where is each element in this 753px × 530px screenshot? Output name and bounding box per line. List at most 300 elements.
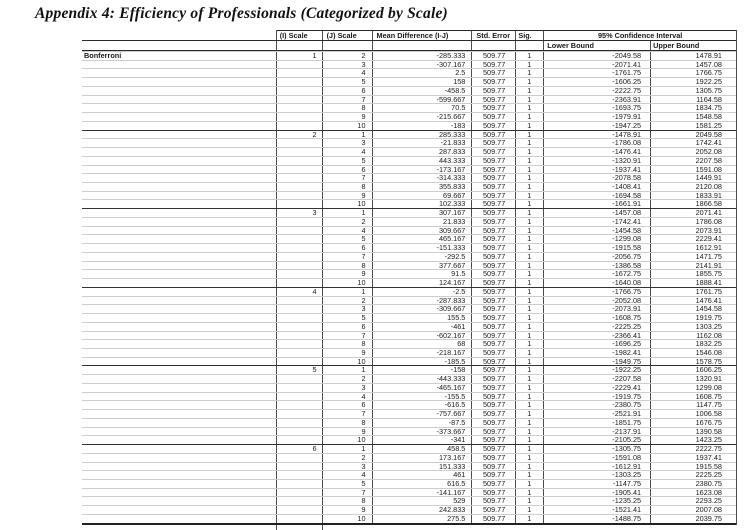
cell-method-label: Bonferroni [82,52,277,60]
cell-i-scale [277,192,323,200]
cell-std-error: 509.77 [472,262,516,270]
cell-j-scale: 3 [323,305,373,313]
cell-mean-difference: -461 [373,323,473,331]
table-row [82,435,736,444]
cell-upper-bound: 1476.41 [695,296,722,305]
cell-method-label [82,218,277,226]
cell-std-error: 509.77 [472,454,516,462]
cell-std-error: 509.77 [472,209,516,217]
cell-j-scale: 6 [323,323,373,331]
cell-upper-bound: 2229.41 [695,235,722,244]
cell-upper-bound: 1888.41 [695,279,722,287]
table-row [82,261,736,270]
cell-j-scale: 1 [323,366,373,374]
cell-j-scale: 1 [323,131,373,139]
cell-mean-difference: -183 [373,122,473,130]
table-row [82,217,736,226]
cell-mean-difference: 68 [373,340,473,348]
header-spacer-label [82,41,277,50]
table-header [82,30,736,51]
cell-i-scale [277,244,323,252]
table-row [82,462,736,471]
cell-j-scale: 6 [323,401,373,409]
cell-i-scale [277,305,323,313]
cell-method-label [82,192,277,200]
cell-mean-difference: 355.833 [373,183,473,191]
table-row [82,86,736,95]
table-row [82,313,736,322]
cell-lower-bound: -2071.41 [544,61,651,69]
cell-mean-difference: 124.167 [373,279,473,287]
cell-sig: 1 [516,270,544,278]
table-row [82,208,736,217]
cell-lower-bound: -1694.58 [544,192,651,200]
cell-i-scale [277,270,323,278]
header-row-top [82,30,736,41]
cell-j-scale: 9 [323,428,373,436]
cell-sig: 1 [516,384,544,392]
cell-method-label [82,148,277,156]
cell-mean-difference: 69.667 [373,192,473,200]
cell-upper-bound: 2049.58 [695,130,722,139]
cell-lower-bound: -1949.75 [544,358,651,366]
table-row [82,427,736,436]
cell-lower-bound: -1786.08 [544,139,651,147]
cell-mean-difference: -287.833 [373,297,473,305]
cell-mean-difference: -215.667 [373,113,473,121]
cell-lower-bound: -2207.58 [544,375,651,383]
cell-mean-difference: 443.333 [373,157,473,165]
cell-std-error: 509.77 [472,270,516,278]
cell-j-scale: 6 [323,244,373,252]
cell-upper-bound: 1303.25 [695,322,722,331]
cell-sig: 1 [516,297,544,305]
table-row [82,304,736,313]
cell-std-error: 509.77 [472,428,516,436]
cell-lower-bound: -1488.75 [544,515,651,523]
header-j-scale: (J) Scale [323,30,373,40]
cell-mean-difference: 173.167 [373,454,473,462]
table-row [82,234,736,243]
cell-upper-bound: 1919.75 [695,314,722,322]
cell-method-label [82,183,277,191]
cell-j-scale: 10 [323,200,373,208]
cell-lower-bound: -1608.75 [544,314,651,322]
cell-method-label [82,305,277,313]
cell-lower-bound: -1982.41 [544,349,651,357]
cell-upper-bound: 1164.58 [696,95,722,104]
cell-std-error: 509.77 [472,471,516,479]
cell-lower-bound: -1922.25 [544,366,651,374]
cell-j-scale: 10 [323,358,373,366]
table-row [82,68,736,77]
cell-j-scale: 9 [323,113,373,121]
cell-upper-bound: 1623.08 [695,488,722,497]
cell-mean-difference: 155.5 [373,314,473,322]
cell-i-scale [277,515,323,523]
cell-upper-bound: 2141.91 [695,261,722,270]
table-row [82,156,736,165]
cell-upper-bound: 1454.58 [695,305,722,314]
cell-std-error: 509.77 [472,480,516,488]
cell-i-scale [277,497,323,505]
header-confidence-interval: 95% Confidence Interval [544,30,736,40]
cell-j-scale: 2 [323,218,373,226]
cell-mean-difference: -458.5 [373,87,473,95]
cell-upper-bound: 2052.08 [695,148,722,156]
cell-upper-bound: 2222.75 [695,445,722,453]
cell-std-error: 509.77 [472,506,516,514]
table-row [82,77,736,86]
table-row [82,365,736,374]
cell-method-label [82,113,277,121]
cell-sig: 1 [516,515,544,523]
cell-method-label [82,297,277,305]
cell-mean-difference: 529 [373,497,473,505]
cell-mean-difference: -185.5 [373,358,473,366]
cell-std-error: 509.77 [472,279,516,287]
cell-std-error: 509.77 [472,305,516,313]
cell-std-error: 509.77 [472,78,516,86]
cell-sig: 1 [516,166,544,174]
cell-method-label [82,401,277,409]
cell-method-label [82,279,277,287]
cell-lower-bound: -1672.75 [544,270,651,278]
cell-lower-bound: -2105.25 [544,436,651,444]
cell-std-error: 509.77 [472,174,516,182]
cell-mean-difference: 616.5 [373,480,473,488]
cell-sig: 1 [516,227,544,235]
table-row [82,418,736,427]
cell-j-scale: 9 [323,192,373,200]
cell-i-scale [277,454,323,462]
cell-mean-difference: 307.167 [373,209,473,217]
cell-i-scale [277,87,323,95]
cell-sig: 1 [516,410,544,418]
cell-mean-difference: 465.167 [373,235,473,243]
cell-mean-difference: 151.333 [373,463,473,471]
cell-sig: 1 [516,323,544,331]
cell-mean-difference: 242.833 [373,506,473,514]
cell-method-label [82,375,277,383]
cell-i-scale [277,436,323,444]
cell-std-error: 509.77 [472,314,516,322]
cell-method-label [82,270,277,278]
header-sig: Sig. [516,30,544,40]
table-row [82,138,736,147]
cell-sig: 1 [516,305,544,313]
cell-lower-bound: -2225.25 [544,323,651,331]
appendix-title: Appendix 4: Efficiency of Professionals (Categorized by Scale) [35,5,448,22]
cell-sig: 1 [516,78,544,86]
cell-i-scale [277,401,323,409]
cell-j-scale: 7 [323,332,373,340]
cell-mean-difference: 70.5 [373,104,473,112]
cell-sig: 1 [516,52,544,60]
header-mean-difference: Mean Difference (I-J) [373,30,473,40]
cell-std-error: 509.77 [472,410,516,418]
cell-lower-bound: -1478.91 [544,131,651,139]
table-row [82,348,736,357]
cell-i-scale [277,218,323,226]
cell-sig: 1 [516,139,544,147]
cell-std-error: 509.77 [472,166,516,174]
cell-j-scale: 2 [323,52,373,60]
cell-j-scale: 3 [323,61,373,69]
cell-lower-bound: -2049.58 [544,52,651,60]
cell-j-scale: 10 [323,279,373,287]
cell-i-scale [277,157,323,165]
table-row [82,112,736,121]
cell-mean-difference: -292.5 [373,253,473,261]
cell-lower-bound: -1947.25 [544,122,651,130]
header-method-spacer [82,30,277,40]
cell-upper-bound: 1006.58 [695,410,722,418]
cell-method-label [82,489,277,497]
cell-std-error: 509.77 [472,497,516,505]
cell-sig: 1 [516,288,544,296]
cell-lower-bound: -1305.75 [544,445,651,453]
cell-std-error: 509.77 [472,61,516,69]
cell-mean-difference: -757.667 [373,410,473,418]
cell-upper-bound: 1608.75 [695,392,722,401]
table-row [82,357,736,366]
cell-method-label [82,235,277,243]
cell-sig: 1 [516,209,544,217]
cell-j-scale: 10 [323,122,373,130]
cell-upper-bound: 1305.75 [695,86,722,95]
cell-method-label [82,428,277,436]
cell-j-scale: 1 [323,288,373,296]
cell-upper-bound: 1676.75 [695,418,722,427]
cell-j-scale: 4 [323,471,373,479]
cell-upper-bound: 2293.25 [695,497,722,506]
cell-sig: 1 [516,497,544,505]
cell-std-error: 509.77 [472,183,516,191]
cell-j-scale: 5 [323,314,373,322]
cell-j-scale: 5 [323,235,373,243]
table-row [82,287,736,296]
cell-i-scale [277,506,323,514]
cell-std-error: 509.77 [472,87,516,95]
cell-lower-bound: -1742.41 [544,218,651,226]
cell-mean-difference: -309.667 [373,305,473,313]
cell-lower-bound: -1905.41 [544,489,651,497]
table-row [82,409,736,418]
table-row [82,470,736,479]
cell-sig: 1 [516,436,544,444]
cell-mean-difference: -314.333 [373,174,473,182]
cell-std-error: 509.77 [472,139,516,147]
cell-j-scale: 5 [323,157,373,165]
cell-mean-difference: -151.333 [373,244,473,252]
cell-upper-bound: 2380.75 [695,479,722,488]
cell-i-scale [277,183,323,191]
cell-method-label [82,332,277,340]
cell-lower-bound: -2222.75 [544,87,651,95]
table-row [82,383,736,392]
cell-upper-bound: 2071.41 [695,209,722,217]
cell-lower-bound: -2521.91 [544,410,651,418]
cell-upper-bound: 1922.25 [695,78,722,86]
cell-sig: 1 [516,113,544,121]
header-spacer-se [472,41,516,50]
cell-lower-bound: -1979.91 [544,113,651,121]
cell-upper-bound: 1937.41 [695,453,722,462]
table-row [82,243,736,252]
cell-i-scale [277,262,323,270]
cell-upper-bound: 1742.41 [695,139,722,148]
cell-sig: 1 [516,157,544,165]
cell-lower-bound: -2229.41 [544,384,651,392]
cell-std-error: 509.77 [472,218,516,226]
cell-std-error: 509.77 [472,393,516,401]
cell-mean-difference: 102.333 [373,200,473,208]
cell-lower-bound: -2363.91 [544,96,651,104]
cell-lower-bound: -1454.58 [544,227,651,235]
cell-sig: 1 [516,279,544,287]
table-row [82,392,736,401]
cell-std-error: 509.77 [472,288,516,296]
cell-mean-difference: 158 [373,78,473,86]
cell-mean-difference: -443.333 [373,375,473,383]
cell-std-error: 509.77 [472,489,516,497]
cell-j-scale: 7 [323,253,373,261]
cell-sig: 1 [516,87,544,95]
table-row [82,296,736,305]
cell-upper-bound: 2007.08 [695,506,722,514]
cell-method-label [82,366,277,374]
cell-lower-bound: -2056.75 [544,253,651,261]
cell-i-scale [277,428,323,436]
cell-i-scale [277,227,323,235]
cell-upper-bound: 1478.91 [695,52,722,60]
cell-i-scale [277,69,323,77]
cell-mean-difference: 285.333 [373,131,473,139]
cell-j-scale: 4 [323,69,373,77]
cell-lower-bound: -1606.25 [544,78,651,86]
cell-method-label [82,139,277,147]
cell-i-scale: 1 [277,52,323,60]
cell-mean-difference: -599.667 [373,96,473,104]
cell-i-scale [277,419,323,427]
cell-method-label [82,288,277,296]
cell-upper-bound: 1548.58 [695,113,722,121]
table-row [82,374,736,383]
cell-upper-bound: 2039.75 [695,514,722,523]
cell-lower-bound: -1915.58 [544,244,651,252]
cell-method-label [82,323,277,331]
cell-method-label [82,96,277,104]
cell-j-scale: 4 [323,148,373,156]
cell-mean-difference: 377.667 [373,262,473,270]
cell-i-scale [277,61,323,69]
cell-std-error: 509.77 [472,235,516,243]
cell-mean-difference: -373.667 [373,428,473,436]
cell-i-scale [277,349,323,357]
table-row [82,400,736,409]
cell-upper-bound: 1834.75 [695,104,722,113]
cell-method-label [82,497,277,505]
cell-upper-bound: 1761.75 [695,287,722,296]
cell-upper-bound: 1390.58 [695,427,722,436]
cell-method-label [82,445,277,453]
cell-sig: 1 [516,471,544,479]
cell-mean-difference: -616.5 [373,401,473,409]
cell-lower-bound: -1693.75 [544,104,651,112]
cell-upper-bound: 1162.08 [696,331,722,340]
cell-mean-difference: -602.167 [373,332,473,340]
header-spacer-mean [373,41,473,50]
table-row [82,322,736,331]
cell-sig: 1 [516,366,544,374]
cell-upper-bound: 1423.25 [695,436,722,445]
cell-lower-bound: -2073.91 [544,305,651,313]
cell-lower-bound: -1591.08 [544,454,651,462]
cell-j-scale: 1 [323,445,373,453]
cell-sig: 1 [516,445,544,453]
cell-lower-bound: -1766.75 [544,288,651,296]
cell-std-error: 509.77 [472,515,516,523]
cell-lower-bound: -1235.25 [544,497,651,505]
cell-upper-bound: 1612.91 [695,244,722,252]
header-spacer-sig [516,41,544,50]
table-row [82,199,736,208]
cell-mean-difference: -155.5 [373,393,473,401]
cell-i-scale [277,148,323,156]
cell-i-scale [277,174,323,182]
cell-std-error: 509.77 [472,323,516,331]
cell-method-label [82,454,277,462]
cell-j-scale: 5 [323,480,373,488]
cell-sig: 1 [516,480,544,488]
cell-method-label [82,393,277,401]
cell-i-scale [277,480,323,488]
cell-lower-bound: -2137.91 [544,428,651,436]
header-spacer-j [323,41,373,50]
cell-j-scale: 2 [323,297,373,305]
table-row [82,252,736,261]
cell-i-scale [277,471,323,479]
cell-method-label [82,384,277,392]
cell-sig: 1 [516,183,544,191]
cell-mean-difference: 21.833 [373,218,473,226]
cell-std-error: 509.77 [472,332,516,340]
cell-sig: 1 [516,506,544,514]
cell-mean-difference: -307.167 [373,61,473,69]
cell-lower-bound: -1457.08 [544,209,651,217]
cell-method-label [82,244,277,252]
cell-lower-bound: -1851.75 [544,419,651,427]
cell-sig: 1 [516,428,544,436]
cell-j-scale: 7 [323,174,373,182]
cell-method-label [82,314,277,322]
cell-sig: 1 [516,489,544,497]
cell-j-scale: 4 [323,227,373,235]
cell-std-error: 509.77 [472,366,516,374]
cell-mean-difference: -141.167 [373,489,473,497]
cell-j-scale: 8 [323,104,373,112]
cell-sig: 1 [516,375,544,383]
cell-j-scale: 4 [323,393,373,401]
cell-method-label [82,78,277,86]
table-row [82,103,736,112]
cell-upper-bound: 1471.75 [695,252,722,261]
cell-i-scale [277,279,323,287]
table-row [82,505,736,514]
table-row [82,339,736,348]
cell-j-scale: 7 [323,410,373,418]
